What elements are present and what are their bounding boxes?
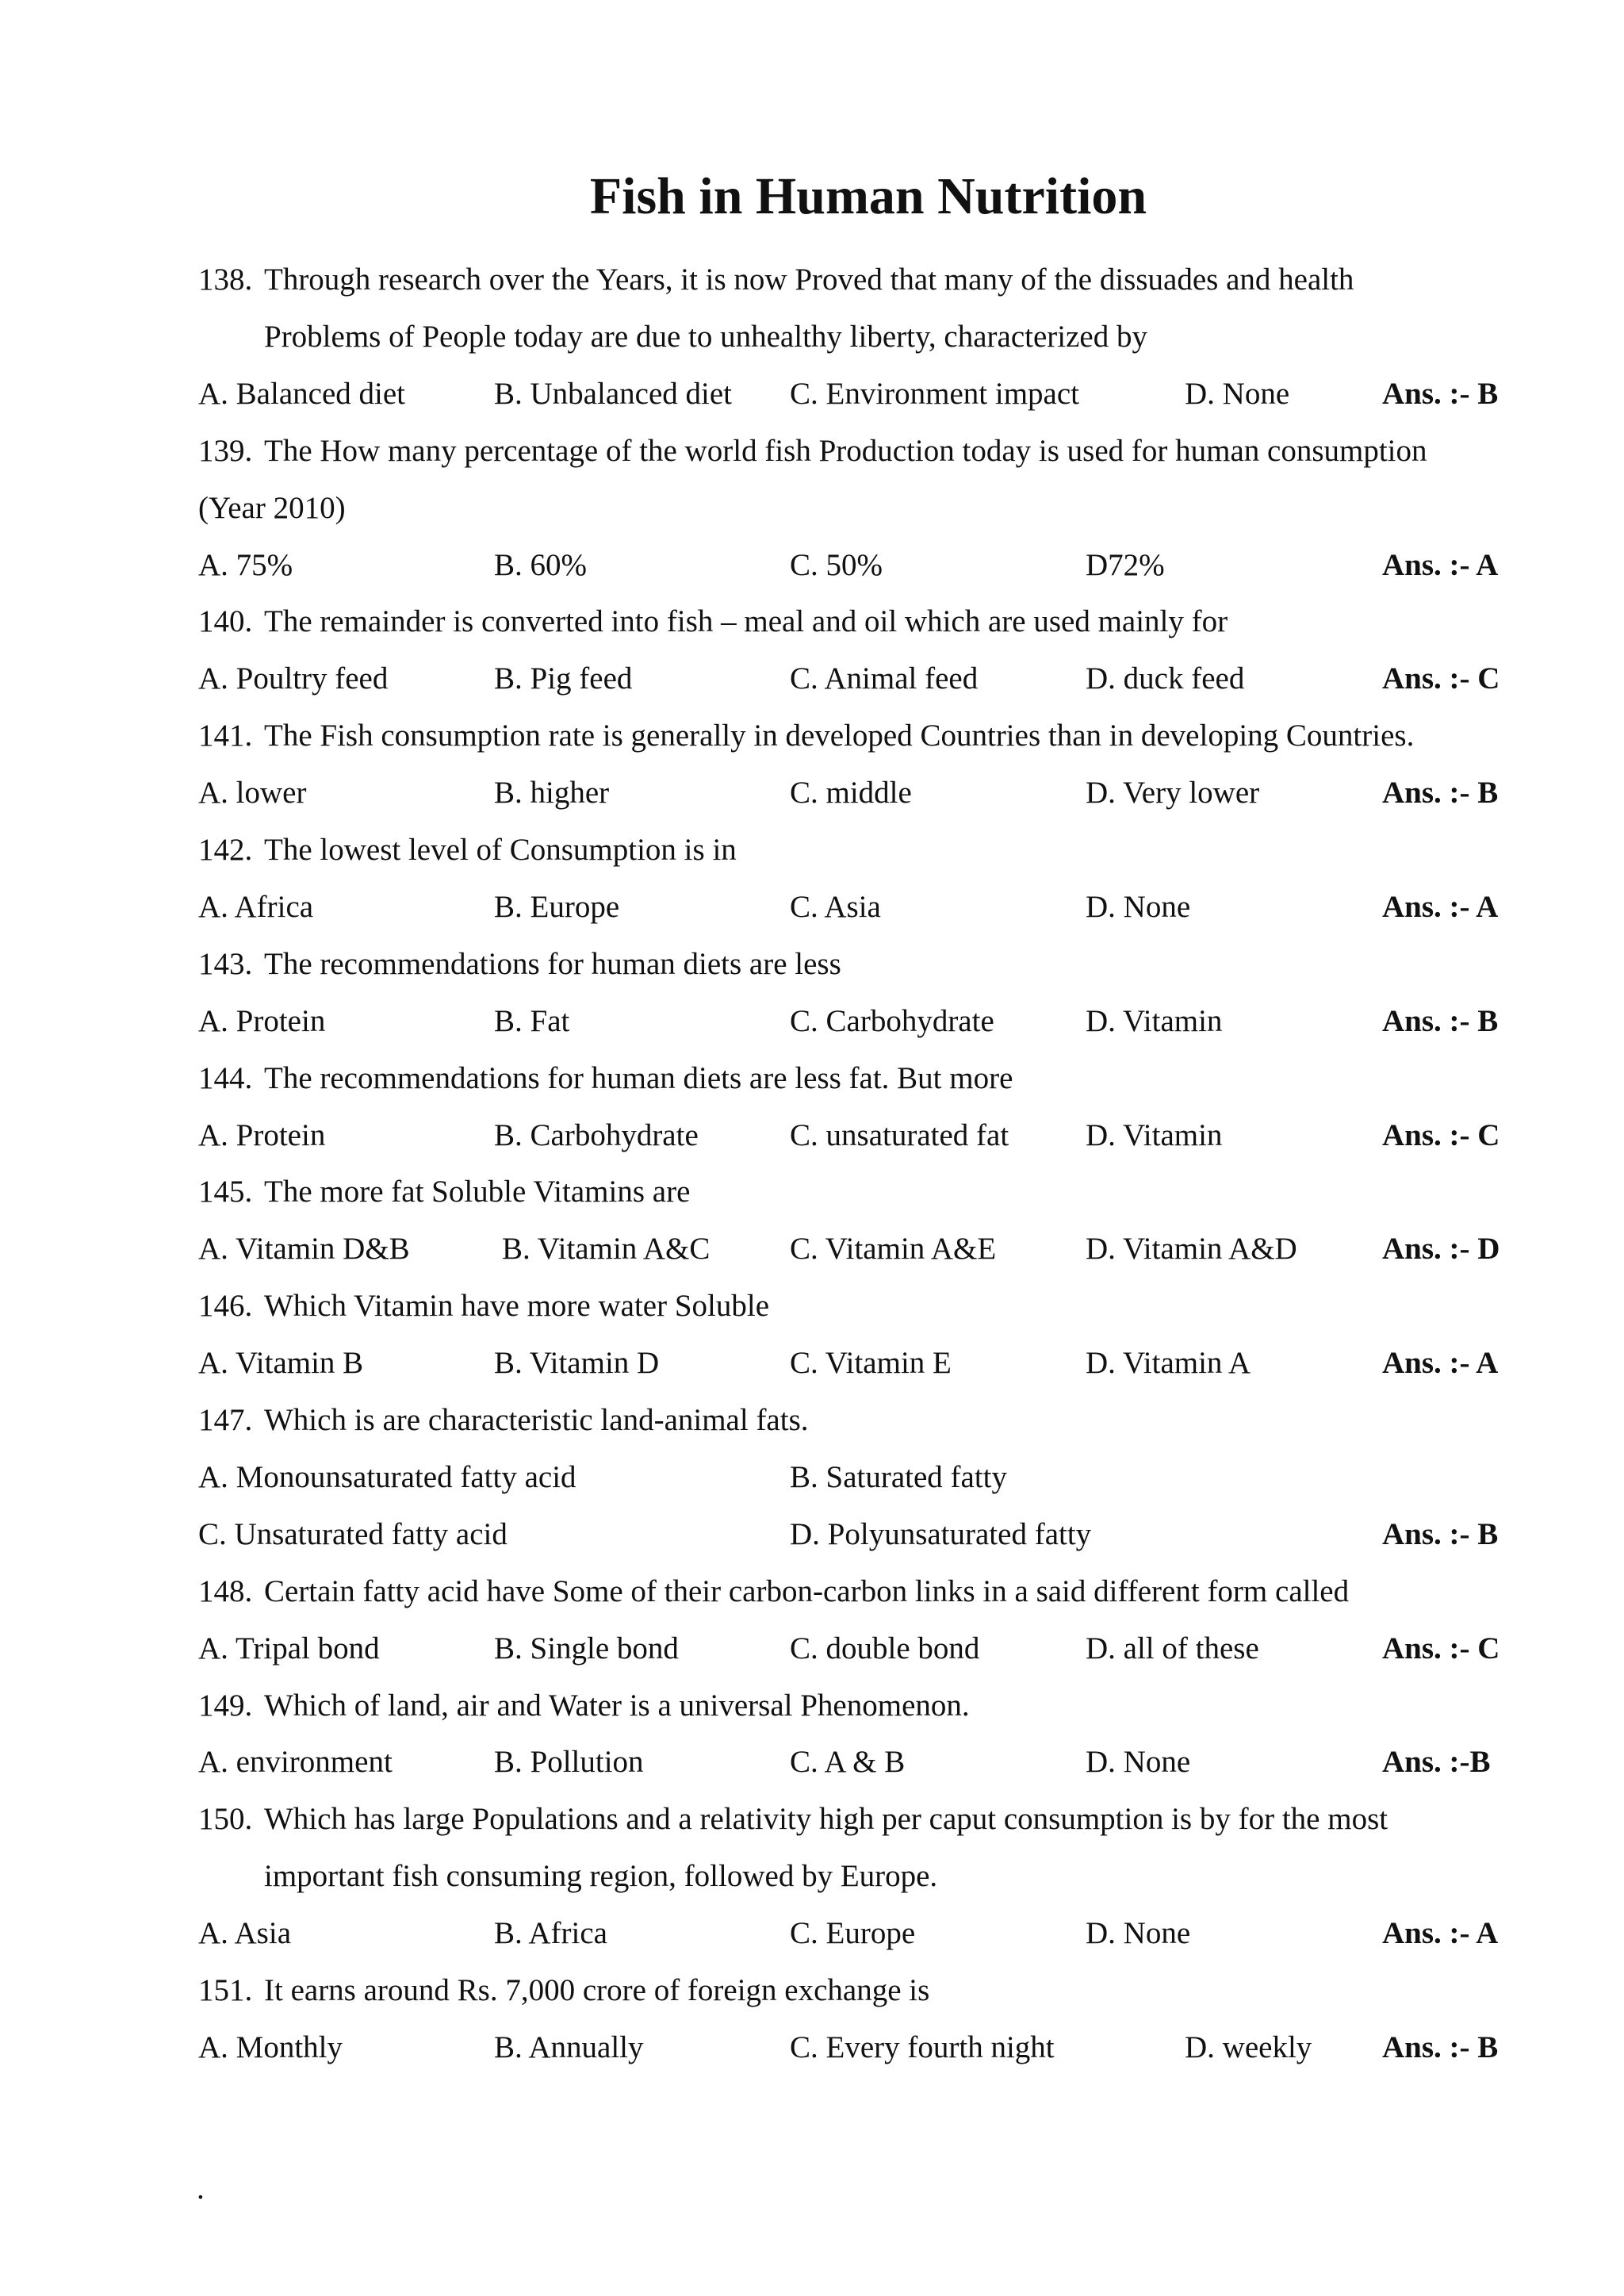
option: A. Balanced diet: [198, 376, 405, 411]
option: D. None: [1185, 376, 1290, 411]
option: C. Unsaturated fatty acid: [198, 1516, 508, 1551]
option: A. 75%: [198, 547, 293, 582]
option: A. Vitamin B: [198, 1346, 364, 1381]
option: D. None: [1086, 889, 1191, 924]
option: B. Fat: [494, 1003, 570, 1038]
answer-key: Ans. :- B: [1382, 376, 1499, 411]
question-number: 141.: [198, 719, 253, 753]
question-text: Which Vitamin have more water Soluble: [264, 1289, 770, 1324]
answer-key: Ans. :- A: [1382, 1916, 1499, 1951]
option: C. middle: [790, 776, 912, 811]
question-number: 139.: [198, 433, 253, 468]
question-text: Certain fatty acid have Some of their carbon-carbon links in a said different form called: [264, 1573, 1350, 1608]
option: A. Monounsaturated fatty acid: [198, 1459, 576, 1494]
question-text: Which has large Populations and a relativity high per caput consumption is by for the most: [264, 1802, 1388, 1837]
option: A. Asia: [198, 1916, 291, 1951]
question-text: (Year 2010): [198, 490, 346, 525]
question-number: 143.: [198, 946, 253, 981]
option: B. Pollution: [494, 1745, 644, 1780]
option: D. Vitamin A: [1086, 1346, 1251, 1381]
question-number: 147.: [198, 1403, 253, 1437]
question-text: The more fat Soluble Vitamins are: [264, 1175, 691, 1209]
option: A. environment: [198, 1745, 393, 1780]
question-text: Which of land, air and Water is a universal Phenomenon.: [264, 1688, 970, 1723]
option: D. Very lower: [1086, 776, 1260, 811]
answer-key: Ans. :- C: [1382, 1631, 1500, 1665]
option: C. unsaturated fat: [790, 1117, 1009, 1152]
question-number: 149.: [198, 1688, 253, 1723]
option: C. Environment impact: [790, 376, 1080, 411]
option: D. all of these: [1086, 1631, 1259, 1665]
option: D. Vitamin: [1086, 1003, 1223, 1038]
option: B. Pig feed: [494, 661, 633, 696]
question-number: 140.: [198, 604, 253, 639]
option: B. Vitamin D: [494, 1346, 660, 1381]
answer-key: Ans. :- B: [1382, 776, 1499, 811]
option: B. Europe: [494, 889, 620, 924]
question-number: 150.: [198, 1802, 253, 1837]
question-text: The Fish consumption rate is generally in developed Countries than in developing Countries.: [264, 719, 1415, 753]
option: D72%: [1086, 547, 1165, 582]
option: B. Single bond: [494, 1631, 679, 1665]
option: C. A & B: [790, 1745, 906, 1780]
question-text: The recommendations for human diets are less: [264, 946, 841, 981]
option: D. None: [1086, 1745, 1191, 1780]
answer-key: Ans. :- A: [1382, 1346, 1499, 1381]
answer-key: Ans. :-B: [1382, 1745, 1491, 1780]
option: B. Vitamin A&C: [502, 1232, 710, 1267]
footer-mark: .: [197, 2171, 205, 2206]
option: C. Every fourth night: [790, 2030, 1055, 2064]
question-text: The recommendations for human diets are less fat. But more: [264, 1060, 1013, 1095]
option: C. Carbohydrate: [790, 1003, 994, 1038]
option: D. duck feed: [1086, 661, 1245, 696]
option: C. Asia: [790, 889, 881, 924]
answer-key: Ans. :- D: [1382, 1232, 1500, 1267]
option: A. Africa: [198, 889, 314, 924]
option: A. Poultry feed: [198, 661, 389, 696]
question-text: Through research over the Years, it is now Proved that many of the dissuades and health: [264, 263, 1354, 297]
option: B. higher: [494, 776, 610, 811]
question-number: 145.: [198, 1175, 253, 1209]
answer-key: Ans. :- A: [1382, 547, 1499, 582]
option: A. Protein: [198, 1003, 326, 1038]
question-number: 146.: [198, 1289, 253, 1324]
question-text: It earns around Rs. 7,000 crore of foreign exchange is: [264, 1973, 930, 2007]
option: C. Europe: [790, 1916, 916, 1951]
question-number: 142.: [198, 833, 253, 867]
question-text: The lowest level of Consumption is in: [264, 833, 737, 867]
question-text: Which is are characteristic land-animal fats.: [264, 1403, 809, 1437]
question-text: The How many percentage of the world fish Production today is used for human consumption: [264, 433, 1427, 468]
option: A. Tripal bond: [198, 1631, 380, 1665]
answer-key: Ans. :- C: [1382, 1117, 1500, 1152]
option: A. lower: [198, 776, 307, 811]
option: C. double bond: [790, 1631, 980, 1665]
option: A. Monthly: [198, 2030, 343, 2064]
option: D. Vitamin: [1086, 1117, 1223, 1152]
option: B. Saturated fatty: [790, 1459, 1008, 1494]
question-text: The remainder is converted into fish – meal and oil which are used mainly for: [264, 604, 1228, 639]
question-number: 151.: [198, 1973, 253, 2007]
option: D. weekly: [1185, 2030, 1312, 2064]
option: C. Vitamin E: [790, 1346, 952, 1381]
option: D. None: [1086, 1916, 1191, 1951]
option: B. Unbalanced diet: [494, 376, 732, 411]
answer-key: Ans. :- B: [1382, 1516, 1499, 1551]
option: C. Vitamin A&E: [790, 1232, 997, 1267]
option: D. Polyunsaturated fatty: [790, 1516, 1092, 1551]
answer-key: Ans. :- C: [1382, 661, 1500, 696]
answer-key: Ans. :- B: [1382, 1003, 1499, 1038]
option: A. Protein: [198, 1117, 326, 1152]
question-text: Problems of People today are due to unhealthy liberty, characterized by: [264, 319, 1147, 354]
option: C. 50%: [790, 547, 883, 582]
option: A. Vitamin D&B: [198, 1232, 410, 1267]
question-number: 144.: [198, 1060, 253, 1095]
option: D. Vitamin A&D: [1086, 1232, 1297, 1267]
answer-key: Ans. :- A: [1382, 889, 1499, 924]
page-title: Fish in Human Nutrition: [589, 167, 1147, 225]
option: B. Africa: [494, 1916, 607, 1951]
option: C. Animal feed: [790, 661, 979, 696]
question-number: 148.: [198, 1573, 253, 1608]
option: B. Annually: [494, 2030, 644, 2064]
option: B. 60%: [494, 547, 587, 582]
option: B. Carbohydrate: [494, 1117, 699, 1152]
answer-key: Ans. :- B: [1382, 2030, 1499, 2064]
question-text: important fish consuming region, followed by Europe.: [264, 1859, 938, 1894]
question-number: 138.: [198, 263, 253, 297]
